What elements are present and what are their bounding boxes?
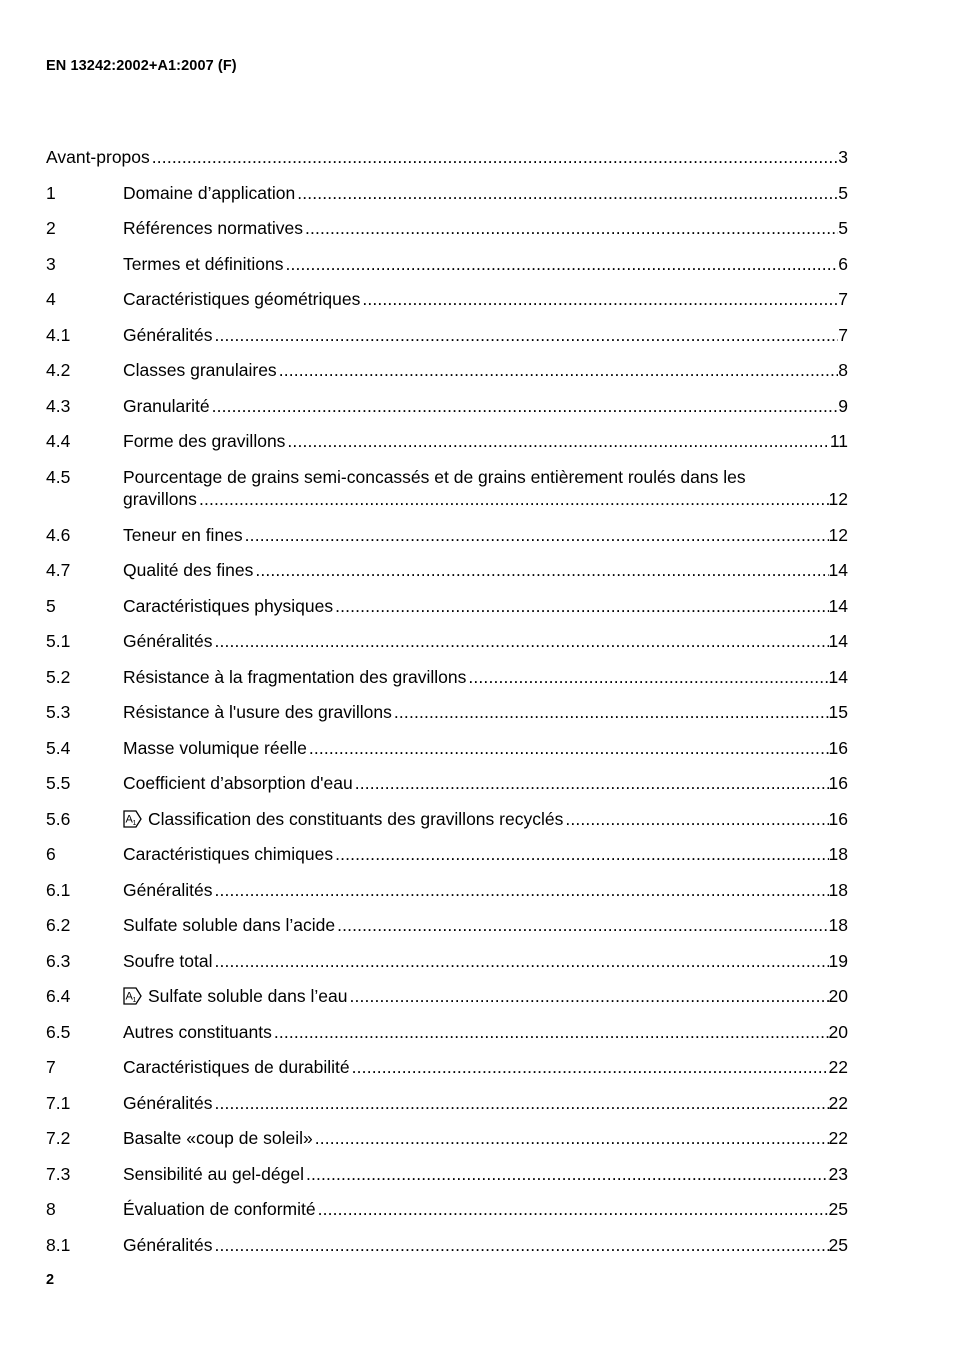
toc-entry-title-text: Résistance à la fragmentation des gravillons [123,666,467,687]
toc-entry-page: 16 [828,773,848,793]
toc-entry-number: 5.4 [46,737,71,758]
toc-entry-title [123,524,243,547]
toc-dot-leader [277,359,839,382]
toc-dot-leader [466,666,828,689]
toc-entry-page: 11 [829,431,848,451]
toc-entry[interactable] [46,559,848,582]
toc-entry-number: 5.3 [46,702,71,722]
toc-entry-page: 25 [828,1234,848,1255]
toc-entry-title [123,914,335,937]
toc-entry[interactable] [46,879,848,902]
toc-entry[interactable] [46,914,848,937]
toc-entry[interactable] [46,630,848,653]
toc-entry-title [123,253,284,276]
toc-entry-page: 18 [828,879,848,900]
toc-entry-title-line1: Pourcentage de grains semi-concassés et de grains entièrement roulés dans les [123,466,746,487]
toc-entry-title [123,772,353,795]
toc-entry-page: 14 [828,666,848,687]
toc-entry-page: 5 [838,218,848,238]
toc-entry-number: 6.2 [46,915,71,935]
toc-dot-leader [272,1021,829,1044]
toc-entry-title [123,595,333,618]
toc-entry-page: 12 [828,489,848,509]
toc-entry-title-text: Autres constituants [123,1021,272,1042]
toc-entry-page: 6 [838,253,848,274]
toc-entry-page: 9 [838,395,848,416]
toc-entry-page: 14 [828,595,848,616]
toc-entry-title-text: Sensibilité au gel-dégel [123,1163,304,1184]
toc-entry-title-text: Forme des gravillons [123,431,286,451]
toc-entry-title-text: Masse volumique réelle [123,737,307,758]
toc-entry-title-text: Généralités [123,1092,213,1113]
toc-entry[interactable] [46,466,848,511]
toc-entry[interactable] [46,324,848,347]
toc-entry-title-text: Soufre total [123,950,213,971]
toc-entry-title-text: Caractéristiques géométriques [123,289,361,309]
toc-entry-title-text: Caractéristiques physiques [123,595,334,616]
svg-text:A: A [125,813,133,825]
toc-entry-number: 6.4 [46,986,71,1006]
toc-dot-leader [210,395,839,418]
toc-entry[interactable] [46,253,848,276]
toc-entry-number: 6.3 [46,950,71,971]
toc-entry-title-text: Termes et définitions [123,253,284,274]
toc-entry[interactable] [46,1092,848,1115]
toc-entry-number: 4.3 [46,395,71,416]
toc-entry-title [123,430,285,453]
toc-entry-title [123,1056,350,1079]
toc-entry-title-text: Granularité [123,395,210,416]
toc-entry-title [123,1092,213,1115]
toc-entry-title-text: Classes granulaires [123,360,277,380]
toc-entry-title-text: Qualité des fines [123,560,254,580]
toc-entry-number: 2 [46,218,56,238]
toc-entry-page: 22 [828,1092,848,1113]
document-id: EN 13242:2002+A1:2007 (F) [46,58,237,74]
toc-dot-leader [335,914,828,937]
toc-entry-title-text: Sulfate soluble dans l’acide [123,915,336,935]
toc-entry[interactable] [46,1163,848,1186]
toc-entry[interactable] [46,182,848,205]
toc-entry-page: 14 [828,631,848,651]
page-number: 2 [46,1272,55,1288]
toc-entry-page: 5 [838,182,848,203]
toc-dot-leader [213,324,839,347]
toc-entry-number: 5.5 [46,773,71,793]
toc-entry-number: 4.2 [46,360,71,380]
toc-entry-number: 8 [46,1199,56,1219]
toc-entry-page: 20 [828,1021,848,1042]
toc-entry-number: 7.2 [46,1128,71,1148]
toc-dot-leader [304,1163,829,1186]
toc-entry[interactable] [46,288,848,311]
toc-entry-title [123,879,213,902]
toc-entry-title-text: Domaine d’application [123,182,296,203]
toc-dot-leader [563,808,828,831]
toc-entry[interactable] [46,595,848,618]
toc-entry-page: 25 [828,1199,848,1219]
toc-entry-number: 6.5 [46,1021,71,1042]
toc-entry-number: 7.3 [46,1163,71,1184]
toc-entry-title-text: Caractéristiques chimiques [123,844,334,864]
toc-dot-leader [303,217,838,240]
toc-dot-leader [213,630,829,653]
toc-entry-number: 1 [46,182,56,203]
toc-entry-title [123,217,303,240]
toc-entry-page: 19 [828,950,848,971]
toc-entry-page: 3 [838,147,848,167]
toc-dot-leader [197,488,829,511]
toc-entry-number: 4.4 [46,431,71,451]
toc-entry-page: 22 [828,1057,848,1077]
toc-entry-page: 8 [838,360,848,380]
toc-dot-leader [150,146,838,169]
toc-dot-leader [307,737,829,760]
toc-entry-title-text: Références normatives [123,218,303,238]
svg-text:1: 1 [132,819,137,827]
toc-entry-title-text: Teneur en fines [123,524,243,545]
toc-entry-number: 5.1 [46,631,71,651]
toc-dot-leader [295,182,838,205]
toc-entry-page: 7 [838,324,848,345]
toc-entry-page: 16 [828,737,848,758]
toc-entry-title [123,359,277,382]
toc-entry-title [123,488,197,511]
toc-entry[interactable] [46,772,848,795]
amendment-a1-icon [123,987,143,1005]
toc-entry-page: 23 [828,1163,848,1184]
toc-entry-title [123,950,213,973]
toc-dot-leader [333,595,828,618]
toc-entry-number: 3 [46,253,56,274]
toc-dot-leader [213,879,829,902]
toc-entry-number: 8.1 [46,1234,71,1255]
toc-entry[interactable] [46,430,848,453]
toc-entry-title-text: Basalte «coup de soleil» [123,1128,313,1148]
toc-entry-title [123,288,360,311]
toc-entry[interactable] [46,666,848,689]
toc-entry-number: 4 [46,289,56,309]
toc-entry-page: 22 [828,1128,848,1148]
toc-entry[interactable] [46,1127,848,1150]
toc-entry-title-text: Généralités [123,631,213,651]
toc-dot-leader [392,701,829,724]
toc-entry-number: 4.1 [46,324,71,345]
toc-dot-leader [313,1127,829,1150]
toc-entry-title [123,559,253,582]
toc-entry-page: 12 [828,524,848,545]
toc-entry-title-text: Caractéristiques de durabilité [123,1057,350,1077]
toc-entry[interactable] [46,808,848,831]
toc-entry-title [123,1234,213,1257]
toc-entry-title [123,843,333,866]
toc-entry-number: 5.2 [46,666,71,687]
toc-entry[interactable] [46,524,848,547]
toc-entry-page: 16 [828,808,848,829]
toc-entry-title-text: Avant-propos [46,147,150,167]
toc-entry[interactable] [46,146,848,169]
toc-dot-leader [243,524,829,547]
toc-entry-page: 20 [828,986,848,1006]
table-of-contents [46,146,848,1269]
toc-entry-number: 7.1 [46,1092,71,1113]
toc-entry-page: 15 [828,702,848,722]
toc-entry-number: 6 [46,844,56,864]
toc-entry-title [123,808,563,831]
toc-dot-leader [253,559,828,582]
toc-dot-leader [360,288,838,311]
toc-entry-title [123,701,392,724]
toc-entry-number: 5.6 [46,808,71,829]
toc-dot-leader [333,843,828,866]
toc-entry-title [46,146,150,169]
toc-entry-page: 18 [828,844,848,864]
amendment-a1-icon [123,810,143,828]
toc-entry[interactable] [46,1021,848,1044]
toc-dot-leader [213,1234,829,1257]
toc-entry-number: 6.1 [46,879,71,900]
toc-entry-title-text: Classification des constituants des gravillons recyclés [148,808,564,829]
toc-dot-leader [353,772,829,795]
toc-entry-title-text: Sulfate soluble dans l’eau [148,986,348,1006]
toc-entry-title-text: Généralités [123,879,213,900]
toc-entry[interactable] [46,1056,848,1079]
toc-entry-page: 14 [828,560,848,580]
toc-entry-number: 7 [46,1057,56,1077]
toc-entry[interactable] [46,843,848,866]
toc-entry-title [123,1021,272,1044]
toc-entry[interactable] [46,737,848,760]
toc-entry-number: 4.5 [46,466,71,487]
toc-entry-number: 4.6 [46,524,71,545]
toc-dot-leader [350,1056,829,1079]
toc-entry[interactable] [46,395,848,418]
toc-entry[interactable] [46,217,848,240]
toc-entry-title [123,182,295,205]
toc-entry-page: 18 [828,915,848,935]
toc-entry-title [123,985,347,1008]
toc-entry[interactable] [46,359,848,382]
toc-entry-number: 5 [46,595,56,616]
toc-dot-leader [213,950,829,973]
toc-entry-page: 7 [838,289,848,309]
toc-entry-title [123,737,307,760]
toc-entry-title [123,1127,313,1150]
toc-dot-leader [213,1092,829,1115]
toc-entry-title [123,666,466,689]
svg-text:A: A [125,990,133,1003]
toc-entry-title-text: Évaluation de conformité [123,1199,316,1219]
toc-entry[interactable] [46,985,848,1008]
toc-entry[interactable] [46,1198,848,1221]
toc-entry-title [123,1163,304,1186]
toc-entry-title [123,324,213,347]
toc-entry-title-text: Généralités [123,1234,213,1255]
toc-entry-title [123,1198,316,1221]
toc-entry-title [123,630,213,653]
toc-entry[interactable] [46,701,848,724]
toc-entry-title-text: Généralités [123,324,213,345]
toc-dot-leader [316,1198,829,1221]
toc-dot-leader [347,985,828,1008]
toc-entry-title [123,395,210,418]
toc-entry-title-text: gravillons [123,489,197,509]
toc-entry-title-text: Résistance à l'usure des gravillons [123,702,392,722]
toc-entry[interactable] [46,1234,848,1257]
toc-entry-title-text: Coefficient d’absorption d'eau [123,773,353,793]
svg-text:1: 1 [132,997,137,1004]
toc-dot-leader [285,430,829,453]
toc-dot-leader [284,253,839,276]
toc-entry-number: 4.7 [46,560,71,580]
toc-entry[interactable] [46,950,848,973]
